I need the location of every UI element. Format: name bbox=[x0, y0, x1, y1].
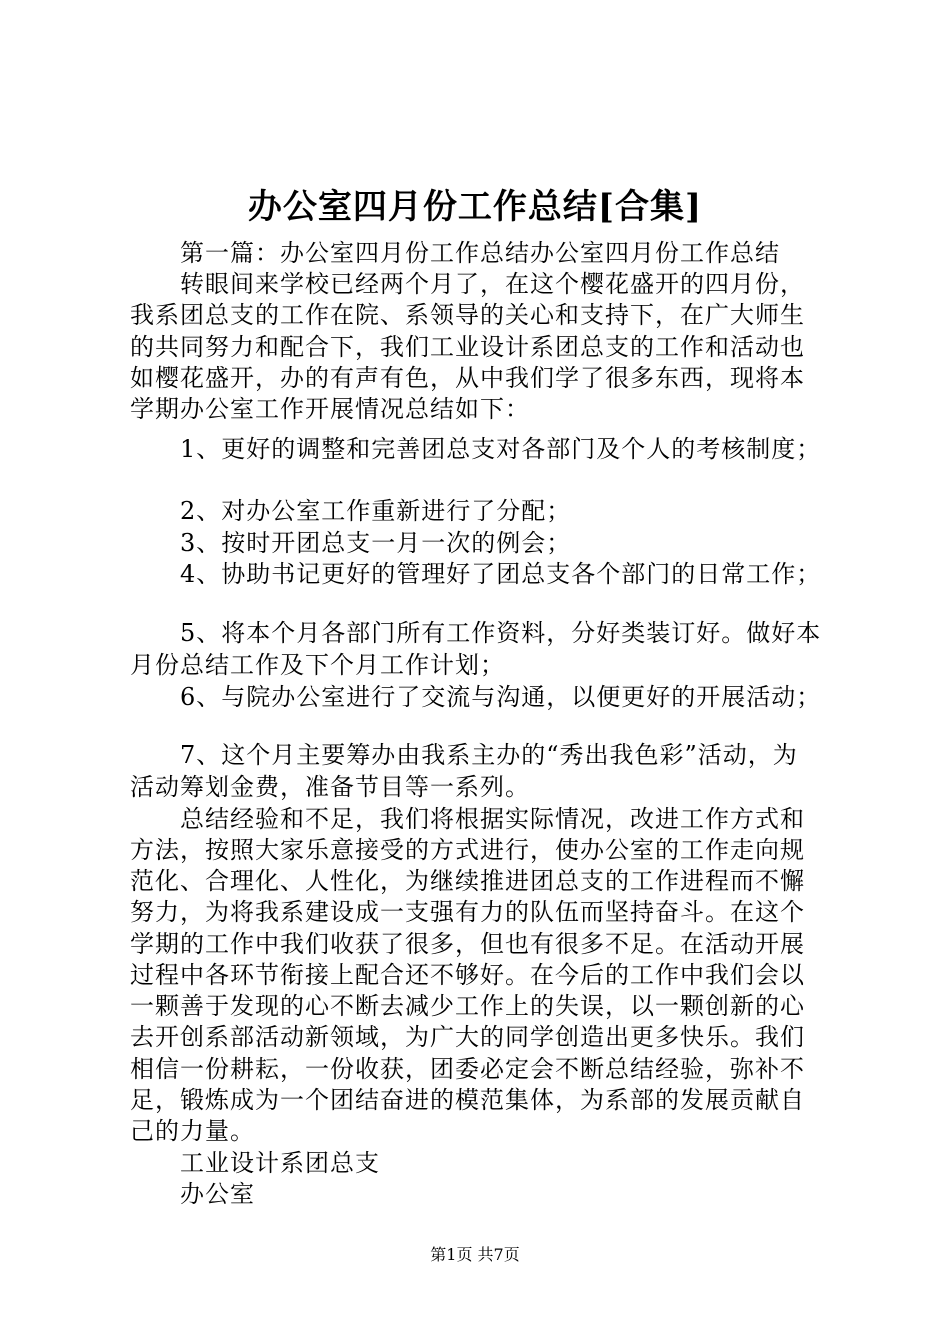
list-item-line: 6、与院办公室进行了交流与沟通，以便更好的开展活动； bbox=[180, 683, 822, 711]
paragraph-line: 我系团总支的工作在院、系领导的关心和支持下，在广大师生 bbox=[130, 301, 805, 329]
list-item-line: 4、协助书记更好的管理好了团总支各个部门的日常工作； bbox=[180, 560, 822, 588]
paragraph-line: 转眼间来学校已经两个月了，在这个樱花盛开的四月份， bbox=[180, 270, 805, 298]
list-item-line: 7、这个月主要筹办由我系主办的“秀出我色彩”活动，为 bbox=[180, 741, 798, 769]
paragraph-line: 努力，为将我系建设成一支强有力的队伍而坚持奋斗。在这个 bbox=[130, 898, 805, 926]
list-item-line: 1、更好的调整和完善团总支对各部门及个人的考核制度； bbox=[180, 435, 822, 463]
paragraph-line: 学期的工作中我们收获了很多，但也有很多不足。在活动开展 bbox=[130, 930, 805, 958]
list-item-line: 3、按时开团总支一月一次的例会； bbox=[180, 529, 572, 557]
paragraph-line: 去开创系部活动新领域，为广大的同学创造出更多快乐。我们 bbox=[130, 1023, 805, 1051]
paragraph-line: 如樱花盛开，办的有声有色，从中我们学了很多东西，现将本 bbox=[130, 364, 805, 392]
paragraph-line: 己的力量。 bbox=[130, 1117, 255, 1145]
paragraph-line: 相信一份耕耘，一份收获，团委必定会不断总结经验，弥补不 bbox=[130, 1055, 805, 1083]
paragraph-line: 方法，按照大家乐意接受的方式进行，使办公室的工作走向规 bbox=[130, 836, 805, 864]
list-item-line: 活动筹划金费，准备节目等一系列。 bbox=[130, 773, 530, 801]
paragraph-line: 范化、合理化、人性化，为继续推进团总支的工作进程而不懈 bbox=[130, 867, 805, 895]
paragraph-line: 一颗善于发现的心不断去减少工作上的失误，以一颗创新的心 bbox=[130, 992, 805, 1020]
document-title: 办公室四月份工作总结[合集] bbox=[247, 187, 703, 227]
paragraph-line: 过程中各环节衔接上配合还不够好。在今后的工作中我们会以 bbox=[130, 961, 805, 989]
signature-organization: 工业设计系团总支 bbox=[180, 1149, 380, 1177]
signature-office: 办公室 bbox=[180, 1180, 255, 1208]
paragraph-line: 的共同努力和配合下，我们工业设计系团总支的工作和活动也 bbox=[130, 333, 805, 361]
list-item-line: 5、将本个月各部门所有工作资料，分好类装订好。做好本 bbox=[180, 619, 822, 647]
paragraph-line: 学期办公室工作开展情况总结如下： bbox=[130, 395, 530, 423]
page-footer: 第1页 共7页 bbox=[430, 1245, 520, 1264]
section-heading-line: 第一篇：办公室四月份工作总结办公室四月份工作总结 bbox=[180, 239, 780, 267]
paragraph-line: 总结经验和不足，我们将根据实际情况，改进工作方式和 bbox=[180, 805, 805, 833]
paragraph-line: 足，锻炼成为一个团结奋进的模范集体，为系部的发展贡献自 bbox=[130, 1086, 805, 1114]
list-item-line: 2、对办公室工作重新进行了分配； bbox=[180, 497, 572, 525]
document-body bbox=[130, 232, 830, 1222]
list-item-line: 月份总结工作及下个月工作计划； bbox=[130, 651, 505, 679]
